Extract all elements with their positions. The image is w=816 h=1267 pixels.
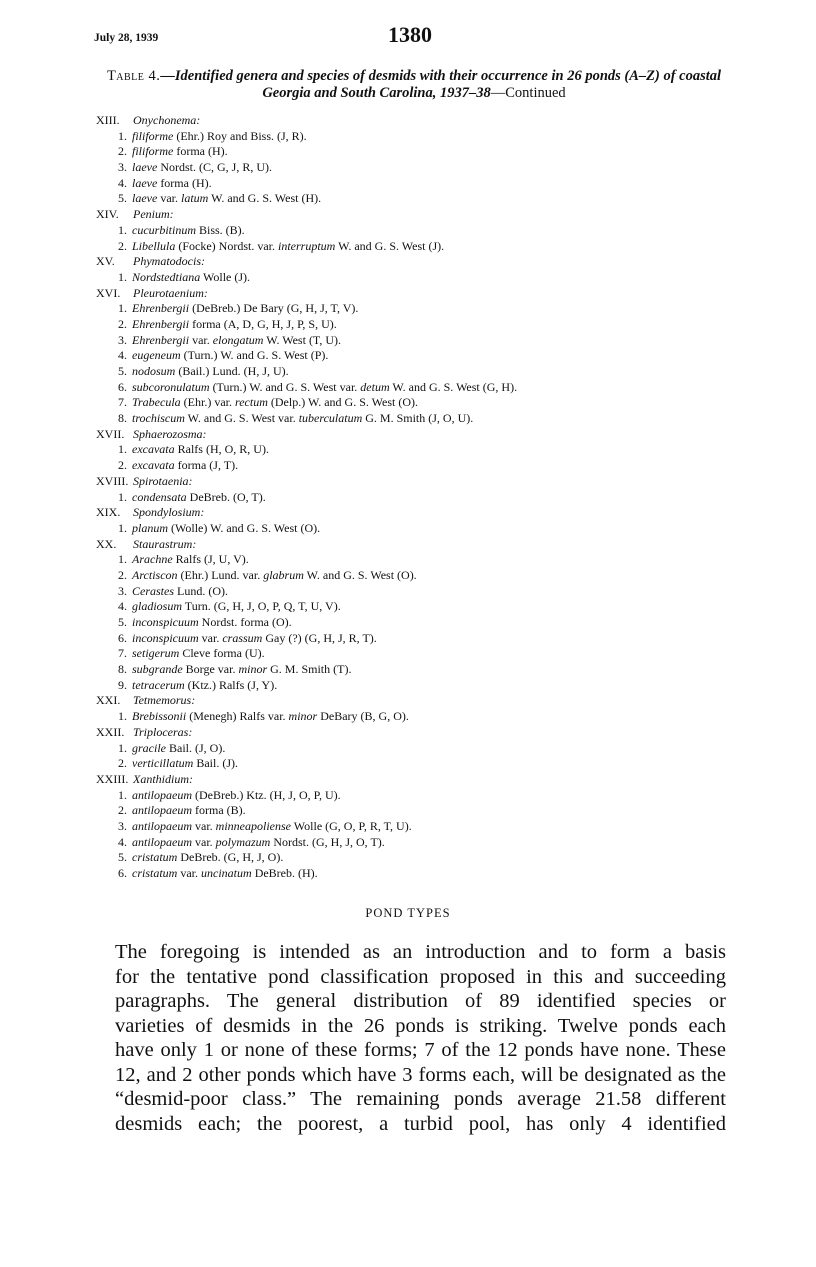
species-index: 5.	[118, 364, 127, 378]
genus-heading	[96, 286, 736, 302]
body-line: for the tentative pond classification proposed in this and succeeding	[115, 965, 726, 988]
species-index: 1.	[118, 489, 127, 504]
body-line: desmids each; the poorest, a turbid pool, has only 4 identified	[115, 1112, 726, 1135]
species-name: cristatum	[132, 850, 178, 865]
species-entry	[96, 552, 736, 568]
table-title: —Identified genera and species of desmids with their occurrence in 26 ponds (A–Z) of coastal Georgia and South Carolina, 1937–38	[160, 68, 722, 101]
species-authority: Nordst. (C, G, J, R, U).	[157, 160, 272, 175]
species-authority: Ralfs (H, O, R, U).	[174, 442, 269, 457]
species-entry	[96, 442, 736, 458]
species-name: subcoronulatum	[132, 379, 210, 394]
species-entry	[96, 803, 736, 819]
genus-name: Penium:	[133, 207, 174, 222]
genus-heading	[96, 772, 736, 788]
species-index: 1.	[118, 709, 127, 724]
genus-name: Pleurotaenium:	[133, 285, 208, 300]
genus-heading	[96, 207, 736, 223]
species-index: 3.	[118, 583, 127, 598]
species-name: Brebissonii	[132, 709, 187, 724]
species-name: Arachne	[132, 552, 173, 567]
species-index: 6.	[118, 866, 127, 880]
genus-number: XIII.	[96, 113, 120, 127]
species-name: inconspicuum	[132, 630, 199, 645]
species-authority: forma (H).	[157, 175, 212, 190]
species-name: verticillatum	[132, 756, 194, 771]
species-authority: (Wolle) W. and G. S. West (O).	[168, 520, 321, 535]
variety-authority: W. and G. S. West (J).	[335, 238, 445, 253]
species-index: 1.	[118, 128, 127, 143]
species-name: gracile	[132, 740, 166, 755]
species-authority: (Bail.) Lund. (H, J, U).	[175, 364, 289, 378]
species-index: 2.	[118, 803, 127, 818]
species-authority: DeBreb. (G, H, J, O).	[177, 850, 284, 865]
genus-number: XX.	[96, 536, 117, 551]
genus-heading	[96, 505, 736, 521]
species-authority: Ralfs (J, U, V).	[172, 552, 249, 567]
species-index: 6.	[118, 379, 127, 394]
species-entry	[96, 395, 736, 411]
genus-number: XXII.	[96, 724, 125, 739]
variety-authority: W. and G. S. West (H).	[208, 191, 322, 206]
species-index: 1.	[118, 552, 127, 567]
species-entry	[96, 741, 736, 757]
species-entry	[96, 599, 736, 615]
species-entry	[96, 160, 736, 176]
species-entry	[96, 458, 736, 474]
species-index: 8.	[118, 411, 127, 426]
species-index: 1.	[118, 222, 127, 237]
header-date: July 28, 1939	[94, 32, 159, 44]
species-name: Nordstedtiana	[132, 269, 201, 284]
genus-heading	[96, 254, 736, 270]
species-entry	[96, 301, 736, 317]
species-name: laeve	[132, 175, 158, 190]
species-authority: (Focke) Nordst. var.	[175, 238, 278, 253]
species-entry	[96, 615, 736, 631]
body-paragraph	[115, 940, 726, 1136]
table-caption	[94, 68, 734, 102]
genus-heading	[96, 113, 736, 129]
species-name: antilopaeum	[132, 803, 192, 818]
species-name: excavata	[132, 458, 175, 473]
species-index: 4.	[118, 834, 127, 849]
species-authority: var.	[189, 332, 213, 347]
species-entry	[96, 646, 736, 662]
variety-name: crassum	[222, 630, 263, 645]
variety-name: minor	[238, 662, 268, 677]
page-number: 1380	[388, 22, 432, 47]
species-name: subgrande	[132, 662, 183, 677]
genus-heading	[96, 725, 736, 741]
species-index: 4.	[118, 175, 127, 190]
genus-name: Sphaerozosma:	[133, 426, 207, 441]
species-name: Cerastes	[132, 583, 174, 598]
species-name: Libellula	[132, 238, 176, 253]
species-name: Ehrenbergii	[132, 301, 190, 316]
body-line: 12, and 2 other ponds which have 3 forms each, will be designated as the	[115, 1063, 726, 1086]
species-authority: (Ehr.) Lund. var.	[177, 567, 264, 582]
species-name: Ehrenbergii	[132, 316, 190, 331]
body-line: varieties of desmids in the 26 ponds is striking. Twelve ponds each	[115, 1014, 726, 1037]
species-name: Arctiscon	[132, 567, 178, 582]
variety-name: latum	[180, 191, 209, 206]
species-name: trochiscum	[132, 411, 185, 426]
species-name: cristatum	[132, 866, 178, 880]
variety-name: minneapoliense	[215, 818, 291, 833]
species-authority: (Ehr.) var.	[180, 395, 235, 410]
species-name: tetracerum	[132, 677, 185, 692]
species-authority: Nordst. forma (O).	[198, 615, 292, 629]
species-index: 7.	[118, 395, 127, 410]
variety-authority: W. and G. S. West (G, H).	[389, 379, 518, 394]
species-name: inconspicuum	[132, 615, 199, 629]
page-header	[94, 22, 734, 52]
species-name: gladiosum	[132, 599, 183, 614]
species-entry	[96, 709, 736, 725]
variety-authority: DeBreb. (H).	[251, 866, 318, 880]
table-continued: —Continued	[490, 85, 566, 101]
species-entry	[96, 631, 736, 647]
variety-authority: Nordst. (G, H, J, O, T).	[270, 834, 385, 849]
body-line: paragraphs. The general distribution of 89 identified species or	[115, 990, 726, 1012]
species-authority: var.	[192, 818, 216, 833]
species-entry	[96, 348, 736, 364]
species-entry	[96, 756, 736, 772]
species-index: 2.	[118, 238, 127, 253]
species-index: 2.	[118, 756, 127, 771]
species-entry	[96, 662, 736, 678]
section-title: POND TYPES	[365, 906, 451, 920]
species-name: Trabecula	[132, 395, 181, 410]
genus-name: Triploceras:	[133, 724, 193, 739]
genus-heading	[96, 693, 736, 709]
species-entry	[96, 678, 736, 694]
species-index: 3.	[118, 160, 127, 175]
genus-heading	[96, 474, 736, 490]
species-authority: Cleve forma (U).	[179, 646, 265, 661]
species-name: filiforme	[132, 144, 174, 159]
genus-number: XV.	[96, 254, 115, 269]
species-entry	[96, 191, 736, 207]
species-authority: (DeBreb.) Ktz. (H, J, O, P, U).	[192, 787, 341, 802]
species-entry	[96, 584, 736, 600]
species-entry	[96, 521, 736, 537]
body-line: “desmid-poor class.” The remaining ponds average 21.58 different	[115, 1088, 726, 1110]
species-list	[96, 113, 736, 882]
species-authority: DeBreb. (O, T).	[186, 489, 266, 504]
species-entry	[96, 333, 736, 349]
species-entry	[96, 364, 736, 380]
species-index: 3.	[118, 818, 127, 833]
species-index: 9.	[118, 677, 127, 692]
genus-name: Spondylosium:	[133, 505, 205, 520]
species-authority: (Menegh) Ralfs var.	[186, 709, 289, 724]
genus-name: Phymatodocis:	[133, 254, 205, 269]
species-authority: Borge var.	[182, 662, 239, 677]
species-index: 1.	[118, 740, 127, 755]
species-index: 1.	[118, 787, 127, 802]
species-index: 4.	[118, 599, 127, 614]
species-authority: Lund. (O).	[174, 583, 228, 598]
species-authority: (Turn.) W. and G. S. West var.	[209, 379, 361, 394]
variety-name: rectum	[235, 395, 268, 410]
species-entry	[96, 835, 736, 851]
genus-number: XVIII.	[96, 473, 129, 488]
species-entry	[96, 270, 736, 286]
species-index: 1.	[118, 301, 127, 316]
variety-authority: Gay (?) (G, H, J, R, T).	[262, 630, 377, 645]
species-entry	[96, 144, 736, 160]
species-entry	[96, 490, 736, 506]
species-name: excavata	[132, 442, 175, 457]
genus-number: XIX.	[96, 505, 121, 520]
genus-number: XVI.	[96, 285, 121, 300]
genus-number: XXIII.	[96, 771, 129, 786]
genus-name: Onychonema:	[133, 113, 201, 127]
species-name: antilopaeum	[132, 818, 192, 833]
variety-authority: G. M. Smith (J, O, U).	[362, 411, 474, 426]
species-name: cucurbitinum	[132, 222, 196, 237]
genus-name: Staurastrum:	[133, 536, 197, 551]
species-authority: var.	[157, 191, 181, 206]
variety-name: elongatum	[212, 332, 264, 347]
species-name: antilopaeum	[132, 787, 192, 802]
variety-name: minor	[288, 709, 318, 724]
species-authority: forma (B).	[192, 803, 246, 818]
species-entry	[96, 317, 736, 333]
species-entry	[96, 176, 736, 192]
species-name: planum	[132, 520, 168, 535]
species-index: 8.	[118, 662, 127, 677]
species-index: 2.	[118, 316, 127, 331]
variety-name: interruptum	[278, 238, 336, 253]
species-authority: Bail. (J, O).	[166, 740, 226, 755]
body-line: The foregoing is intended as an introduction and to form a basis	[115, 941, 726, 963]
species-index: 5.	[118, 191, 127, 206]
species-entry	[96, 129, 736, 145]
genus-heading	[96, 537, 736, 553]
species-entry	[96, 788, 736, 804]
genus-heading	[96, 427, 736, 443]
variety-authority: Wolle (G, O, P, R, T, U).	[291, 818, 412, 833]
species-authority: Biss. (B).	[196, 222, 245, 237]
variety-authority: W. and G. S. West (O).	[303, 567, 417, 582]
species-name: condensata	[132, 489, 187, 504]
species-name: Ehrenbergii	[132, 332, 190, 347]
species-name: filiforme	[132, 128, 174, 143]
species-authority: forma (A, D, G, H, J, P, S, U).	[189, 316, 337, 331]
genus-name: Xanthidium:	[133, 771, 193, 786]
species-authority: var.	[192, 834, 216, 849]
species-entry	[96, 819, 736, 835]
species-name: eugeneum	[132, 348, 181, 363]
variety-authority: W. West (T, U).	[263, 332, 342, 347]
species-index: 1.	[118, 520, 127, 535]
species-entry	[96, 411, 736, 427]
species-entry	[96, 866, 736, 882]
species-index: 4.	[118, 348, 127, 363]
species-entry	[96, 223, 736, 239]
species-authority: (Ktz.) Ralfs (J, Y).	[184, 677, 278, 692]
variety-name: detum	[360, 379, 390, 394]
variety-authority: G. M. Smith (T).	[267, 662, 352, 677]
variety-authority: (Delp.) W. and G. S. West (O).	[267, 395, 419, 410]
variety-name: polymazum	[215, 834, 271, 849]
species-name: laeve	[132, 191, 158, 206]
species-authority: (DeBreb.) De Bary (G, H, J, T, V).	[189, 301, 359, 316]
species-authority: (Turn.) W. and G. S. West (P).	[180, 348, 329, 363]
species-index: 5.	[118, 615, 127, 629]
species-index: 2.	[118, 567, 127, 582]
species-index: 3.	[118, 332, 127, 347]
species-authority: var.	[177, 866, 202, 880]
species-entry	[96, 239, 736, 255]
species-index: 6.	[118, 630, 127, 645]
species-authority: var.	[198, 630, 223, 645]
species-entry	[96, 568, 736, 584]
species-authority: Turn. (G, H, J, O, P, Q, T, U, V).	[182, 599, 341, 614]
species-index: 2.	[118, 144, 127, 159]
species-entry	[96, 380, 736, 396]
species-name: laeve	[132, 160, 158, 175]
variety-authority: DeBary (B, G, O).	[317, 709, 409, 724]
body-line: have only 1 or none of these forms; 7 of the 12 ponds have none. These	[115, 1039, 726, 1061]
genus-number: XXI.	[96, 693, 121, 708]
genus-name: Tetmemorus:	[133, 693, 196, 708]
species-authority: forma (H).	[173, 144, 228, 159]
species-index: 7.	[118, 646, 127, 661]
species-entry	[96, 850, 736, 866]
species-index: 5.	[118, 850, 127, 865]
genus-number: XIV.	[96, 207, 119, 222]
species-authority: Bail. (J).	[193, 756, 238, 771]
species-name: antilopaeum	[132, 834, 192, 849]
species-authority: Wolle (J).	[200, 269, 251, 284]
variety-name: glabrum	[263, 567, 304, 582]
species-authority: (Ehr.) Roy and Biss. (J, R).	[173, 128, 307, 143]
variety-name: tuberculatum	[298, 411, 363, 426]
variety-name: uncinatum	[201, 866, 252, 880]
genus-number: XVII.	[96, 426, 125, 441]
species-index: 1.	[118, 269, 127, 284]
genus-name: Spirotaenia:	[133, 473, 193, 488]
species-index: 2.	[118, 458, 127, 473]
table-label: Table 4.	[106, 68, 161, 84]
species-name: nodosum	[132, 364, 176, 378]
species-authority: W. and G. S. West var.	[184, 411, 299, 426]
species-index: 1.	[118, 442, 127, 457]
species-name: setigerum	[132, 646, 180, 661]
species-authority: forma (J, T).	[174, 458, 239, 473]
